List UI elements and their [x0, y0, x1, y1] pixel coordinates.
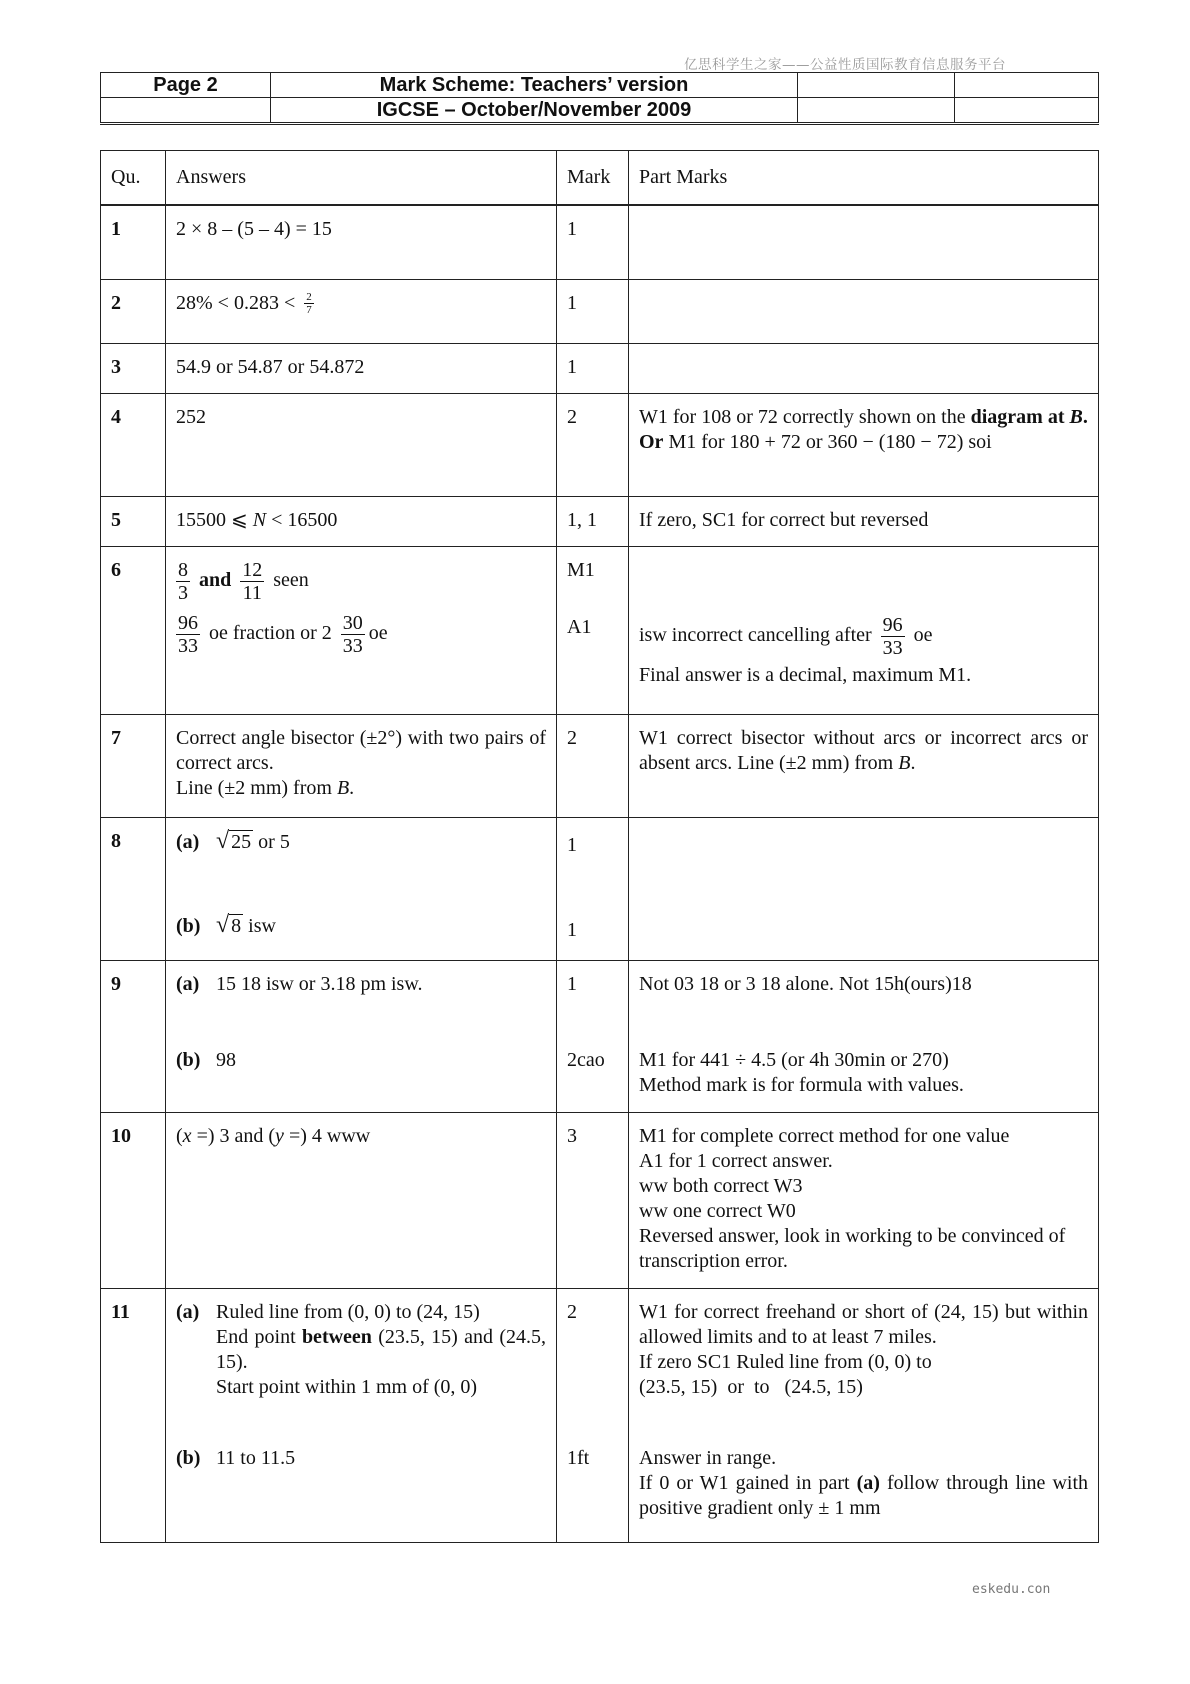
- table-row: [101, 1112, 1099, 1288]
- part-marks-cell: [629, 1112, 1099, 1288]
- answer-text: 28% < 0.283 <: [176, 291, 296, 314]
- part-marks-cell: [629, 1288, 1099, 1542]
- part-marks-text: ww both correct W3: [639, 1174, 803, 1197]
- part-marks-text: Answer in range.: [639, 1446, 777, 1469]
- answer-text: (: [176, 1124, 183, 1147]
- mark-value: 2cao: [567, 1048, 605, 1071]
- answer-line: [176, 972, 546, 997]
- mark-cell: [557, 1288, 629, 1542]
- part-marks-cell: [629, 960, 1099, 1112]
- answer-text: 98: [216, 1048, 236, 1071]
- answer-text: End point: [216, 1325, 302, 1348]
- col-qu: Qu.: [101, 151, 166, 206]
- answer-text: seen: [273, 568, 309, 591]
- part-marks-text: M1 for complete correct method for one value: [639, 1124, 1010, 1147]
- table-row: [101, 817, 1099, 960]
- answer-cell: [166, 279, 557, 343]
- table-row: [101, 546, 1099, 714]
- answer-text: Line (±2 mm) from: [176, 776, 337, 799]
- part-marks-text: M1 for 441 ÷ 4.5 (or 4h 30min or 270): [639, 1048, 949, 1071]
- table-row: [101, 393, 1099, 496]
- mark-cell: 2: [557, 393, 629, 496]
- header-empty-cell: [798, 98, 955, 123]
- part-marks-cell: [629, 714, 1099, 817]
- radicand: 8: [231, 914, 242, 937]
- answer-bold: between: [301, 1325, 372, 1348]
- table-row: [101, 714, 1099, 817]
- table-header-row: [101, 151, 1099, 206]
- mark-cell: 1: [557, 205, 629, 279]
- answer-text: 15 18 isw or 3.18 pm isw.: [216, 972, 423, 995]
- part-label: (a): [176, 830, 200, 853]
- mark-value: M1: [567, 558, 595, 581]
- watermark: 亿思科学生之家——公益性质国际教育信息服务平台: [684, 57, 1006, 73]
- fraction-numerator: 8: [178, 558, 188, 581]
- answer-line: [176, 559, 546, 604]
- part-marks-text: Final answer is a decimal, maximum M1.: [639, 663, 972, 686]
- mark-cell: 3: [557, 1112, 629, 1288]
- part-label: (a): [176, 972, 200, 995]
- mark-value: 1ft: [567, 1446, 590, 1469]
- page-header: [100, 72, 1099, 123]
- answer-cell: [166, 960, 557, 1112]
- part-marks-text: W1 for correct freehand or short of (24, 15) but within allowed limits and to at least 7 miles.: [639, 1300, 1088, 1348]
- fraction-numerator: 12: [242, 558, 263, 581]
- part-marks-cell: [629, 279, 1099, 343]
- fraction-numerator: 2: [306, 291, 312, 304]
- part-marks-text: (23.5, 15) or to (24.5, 15): [639, 1375, 863, 1398]
- answer-cell: [166, 1112, 557, 1288]
- table-row: [101, 343, 1099, 393]
- answer-cell: 252: [166, 393, 557, 496]
- answer-line: [176, 913, 546, 939]
- page-number: Page 2: [101, 73, 271, 98]
- answer-line: [176, 1446, 546, 1471]
- answer-block: [176, 1300, 546, 1400]
- answer-cell: [166, 817, 557, 960]
- header-rule: [100, 124, 1099, 125]
- part-marks-cell: If zero, SC1 for correct but reversed: [629, 496, 1099, 546]
- answer-text: 11 to 11.5: [216, 1446, 296, 1469]
- answer-text: (23.5, 15) and (24.5, 15).: [216, 1325, 546, 1373]
- header-empty-cell: [955, 73, 1099, 98]
- answer-line: [176, 776, 546, 801]
- part-marks-text: .: [910, 751, 916, 774]
- part-marks-var: B: [898, 751, 911, 774]
- mark-cell: [557, 546, 629, 714]
- answer-text: .: [349, 776, 355, 799]
- question-number: 5: [101, 496, 166, 546]
- fraction: [176, 559, 190, 604]
- answer-text: isw: [248, 914, 276, 937]
- radicand: 25: [231, 830, 252, 853]
- part-marks-text: M1 for 180 + 72 or 360 − (180 − 72) soi: [663, 430, 992, 453]
- mark-cell: 1: [557, 343, 629, 393]
- answer-text: Start point within 1 mm of (0, 0): [216, 1375, 478, 1398]
- part-marks-bold: Or: [639, 430, 664, 453]
- part-label: (b): [176, 914, 201, 937]
- fraction-denominator: 33: [342, 634, 363, 657]
- question-number: 1: [101, 205, 166, 279]
- answer-bold: and: [199, 568, 232, 591]
- answer-var: y: [275, 1124, 284, 1147]
- question-number: 6: [101, 546, 166, 714]
- mark-value: 1: [567, 833, 577, 856]
- part-marks-cell: [629, 343, 1099, 393]
- part-marks-line: [639, 1471, 1088, 1521]
- answer-text: or 5: [258, 830, 290, 853]
- answer-line: [176, 829, 546, 855]
- part-label: (b): [176, 1048, 201, 1071]
- fraction: [176, 612, 200, 657]
- mark-cell: 2: [557, 714, 629, 817]
- fraction-denominator: 33: [178, 634, 198, 657]
- document-subtitle: IGCSE – October/November 2009: [271, 98, 798, 123]
- part-marks-bold: at: [1047, 405, 1070, 428]
- part-marks-text: ww one correct W0: [639, 1199, 796, 1222]
- mark-scheme-table: [100, 150, 1099, 1543]
- part-marks-var: B: [1069, 405, 1083, 428]
- part-marks-bold: diagram: [970, 405, 1043, 428]
- answer-text: < 16500: [266, 508, 338, 531]
- radical-sign-icon: √: [216, 827, 230, 854]
- part-marks-cell: [629, 205, 1099, 279]
- question-number: 8: [101, 817, 166, 960]
- question-number: 3: [101, 343, 166, 393]
- question-number: 11: [101, 1288, 166, 1542]
- answer-text: Correct angle bisector (±2°) with two pairs of correct arcs.: [176, 726, 546, 774]
- fraction-denominator: 3: [178, 581, 188, 604]
- answer-cell: [166, 1288, 557, 1542]
- mark-cell: 1: [557, 279, 629, 343]
- part-marks-text: follow through line with positive gradient only ± 1 mm: [639, 1471, 1088, 1519]
- answer-cell: [166, 714, 557, 817]
- fraction-denominator: 33: [882, 636, 903, 659]
- part-marks-text: Method mark is for formula with values.: [639, 1073, 964, 1096]
- answer-var: N: [252, 508, 267, 531]
- table-row: [101, 279, 1099, 343]
- answer-line: [176, 1048, 546, 1073]
- answer-line: [176, 612, 546, 657]
- part-marks-cell: [629, 817, 1099, 960]
- part-marks-text: W1 correct bisector without arcs or incorrect arcs or absent arcs. Line (±2 mm) from: [639, 726, 1088, 774]
- answer-var: x: [182, 1124, 192, 1147]
- mark-cell: [557, 960, 629, 1112]
- mark-value: A1: [567, 615, 592, 638]
- part-marks-cell: [629, 393, 1099, 496]
- mark-cell: 1, 1: [557, 496, 629, 546]
- mark-value: 1: [567, 972, 577, 995]
- part-label: (b): [176, 1446, 201, 1469]
- question-number: 7: [101, 714, 166, 817]
- table-row: [101, 205, 1099, 279]
- fraction: [304, 291, 314, 316]
- mark-value: 2: [567, 1300, 577, 1323]
- fraction-numerator: 30: [342, 611, 363, 634]
- part-marks-text: If zero SC1 Ruled line from (0, 0) to: [639, 1350, 932, 1373]
- answer-var: B: [336, 776, 350, 799]
- answer-text: oe fraction or 2: [209, 621, 332, 644]
- part-marks-line: [639, 614, 1088, 659]
- part-marks-cell: [629, 546, 1099, 714]
- table-row: [101, 1288, 1099, 1542]
- table-row: [101, 496, 1099, 546]
- answer-cell: [166, 496, 557, 546]
- part-marks-text: If 0 or W1 gained in part: [639, 1471, 857, 1494]
- part-label: (a): [176, 1300, 200, 1323]
- col-part-marks: Part Marks: [629, 151, 1099, 206]
- fraction-numerator: 96: [178, 611, 198, 634]
- col-answers: Answers: [166, 151, 557, 206]
- part-marks-text: W1 for 108 or 72 correctly shown on the: [639, 405, 971, 428]
- part-marks-bold: (a): [856, 1471, 880, 1494]
- question-number: 4: [101, 393, 166, 496]
- part-marks-text: A1 for 1 correct answer.: [639, 1149, 833, 1172]
- header-empty-cell: [101, 98, 271, 123]
- radical-sign-icon: √: [216, 911, 230, 938]
- part-marks-text: oe: [913, 623, 933, 646]
- answer-text: 15500 ⩽: [176, 508, 253, 531]
- fraction-denominator: 11: [242, 581, 262, 604]
- square-root: [216, 829, 253, 855]
- document-title: Mark Scheme: Teachers’ version: [271, 73, 798, 98]
- table-row: [101, 960, 1099, 1112]
- answer-text: Ruled line from (0, 0) to (24, 15): [216, 1300, 480, 1323]
- fraction: [240, 559, 264, 604]
- footer-watermark: eskedu.con: [972, 1582, 1051, 1597]
- mark-value: 1: [567, 918, 577, 941]
- answer-cell: 54.9 or 54.87 or 54.872: [166, 343, 557, 393]
- answer-text: oe: [368, 621, 388, 644]
- part-marks-text: Reversed answer, look in working to be convinced of transcription error.: [639, 1224, 1066, 1272]
- answer-text: =) 4 www: [283, 1124, 371, 1147]
- square-root: [216, 913, 243, 939]
- question-number: 2: [101, 279, 166, 343]
- question-number: 9: [101, 960, 166, 1112]
- fraction: [341, 612, 365, 657]
- col-mark: Mark: [557, 151, 629, 206]
- part-marks-bold: .: [1082, 405, 1088, 428]
- answer-text-block: [216, 1300, 546, 1400]
- answer-cell: 2 × 8 – (5 – 4) = 15: [166, 205, 557, 279]
- header-empty-cell: [955, 98, 1099, 123]
- part-marks-text: isw incorrect cancelling after: [639, 623, 872, 646]
- answer-text: =) 3 and (: [191, 1124, 276, 1147]
- fraction: [881, 614, 905, 659]
- mark-cell: [557, 817, 629, 960]
- header-empty-cell: [798, 73, 955, 98]
- answer-line: [216, 1325, 546, 1375]
- answer-cell: [166, 546, 557, 714]
- fraction-denominator: 7: [306, 304, 312, 317]
- part-marks-text: Not 03 18 or 3 18 alone. Not 15h(ours)18: [639, 972, 972, 995]
- fraction-numerator: 96: [882, 613, 903, 636]
- question-number: 10: [101, 1112, 166, 1288]
